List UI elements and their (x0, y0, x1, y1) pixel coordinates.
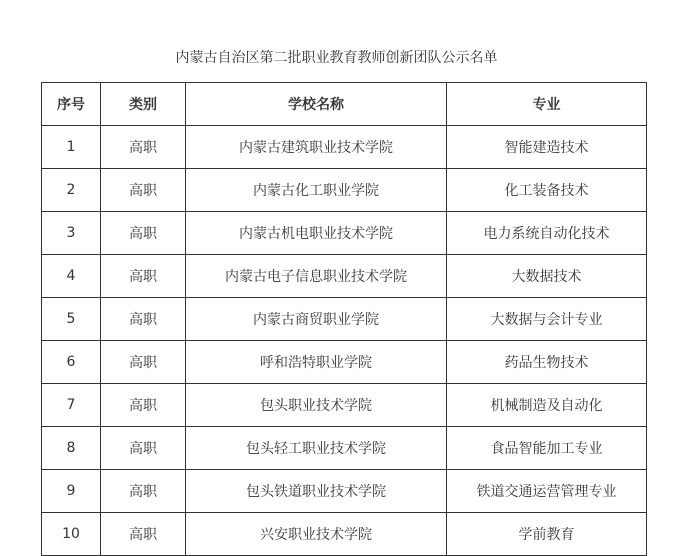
cell-school: 呼和浩特职业学院 (186, 341, 447, 384)
cell-school: 包头职业技术学院 (186, 384, 447, 427)
table-row (42, 427, 647, 470)
cell-major: 智能建造技术 (447, 126, 647, 169)
cell-category: 高职 (101, 470, 186, 513)
cell-major: 食品智能加工专业 (447, 427, 647, 470)
cell-major: 药品生物技术 (447, 341, 647, 384)
cell-major: 大数据技术 (447, 255, 647, 298)
table-row (42, 212, 647, 255)
header-index: 序号 (42, 83, 101, 126)
cell-category: 高职 (101, 427, 186, 470)
document-title: 内蒙古自治区第二批职业教育教师创新团队公示名单 (175, 50, 498, 66)
cell-category: 高职 (101, 513, 186, 556)
cell-index: 3 (42, 212, 101, 255)
table-header-row (42, 83, 647, 126)
cell-index: 6 (42, 341, 101, 384)
cell-category: 高职 (101, 255, 186, 298)
cell-category: 高职 (101, 126, 186, 169)
cell-index: 8 (42, 427, 101, 470)
cell-school: 内蒙古机电职业技术学院 (186, 212, 447, 255)
cell-major: 电力系统自动化技术 (447, 212, 647, 255)
cell-school: 包头铁道职业技术学院 (186, 470, 447, 513)
table-row (42, 470, 647, 513)
cell-index: 10 (42, 513, 101, 556)
table-row (42, 169, 647, 212)
table-row (42, 255, 647, 298)
cell-major: 铁道交通运营管理专业 (447, 470, 647, 513)
cell-category: 高职 (101, 341, 186, 384)
table-row (42, 341, 647, 384)
cell-category: 高职 (101, 169, 186, 212)
cell-category: 高职 (101, 298, 186, 341)
table-row (42, 298, 647, 341)
cell-school: 内蒙古化工职业学院 (186, 169, 447, 212)
cell-category: 高职 (101, 212, 186, 255)
table-row (42, 513, 647, 556)
table-row (42, 384, 647, 427)
cell-school: 包头轻工职业技术学院 (186, 427, 447, 470)
cell-school: 兴安职业技术学院 (186, 513, 447, 556)
cell-major: 化工装备技术 (447, 169, 647, 212)
cell-index: 7 (42, 384, 101, 427)
header-school: 学校名称 (186, 83, 447, 126)
cell-index: 9 (42, 470, 101, 513)
cell-index: 4 (42, 255, 101, 298)
cell-category: 高职 (101, 384, 186, 427)
table-row (42, 126, 647, 169)
cell-school: 内蒙古商贸职业学院 (186, 298, 447, 341)
cell-index: 1 (42, 126, 101, 169)
cell-school: 内蒙古建筑职业技术学院 (186, 126, 447, 169)
cell-major: 机械制造及自动化 (447, 384, 647, 427)
cell-school: 内蒙古电子信息职业技术学院 (186, 255, 447, 298)
header-category: 类别 (101, 83, 186, 126)
cell-major: 学前教育 (447, 513, 647, 556)
team-list-table (41, 82, 647, 556)
cell-index: 2 (42, 169, 101, 212)
cell-index: 5 (42, 298, 101, 341)
header-major: 专业 (447, 83, 647, 126)
cell-major: 大数据与会计专业 (447, 298, 647, 341)
